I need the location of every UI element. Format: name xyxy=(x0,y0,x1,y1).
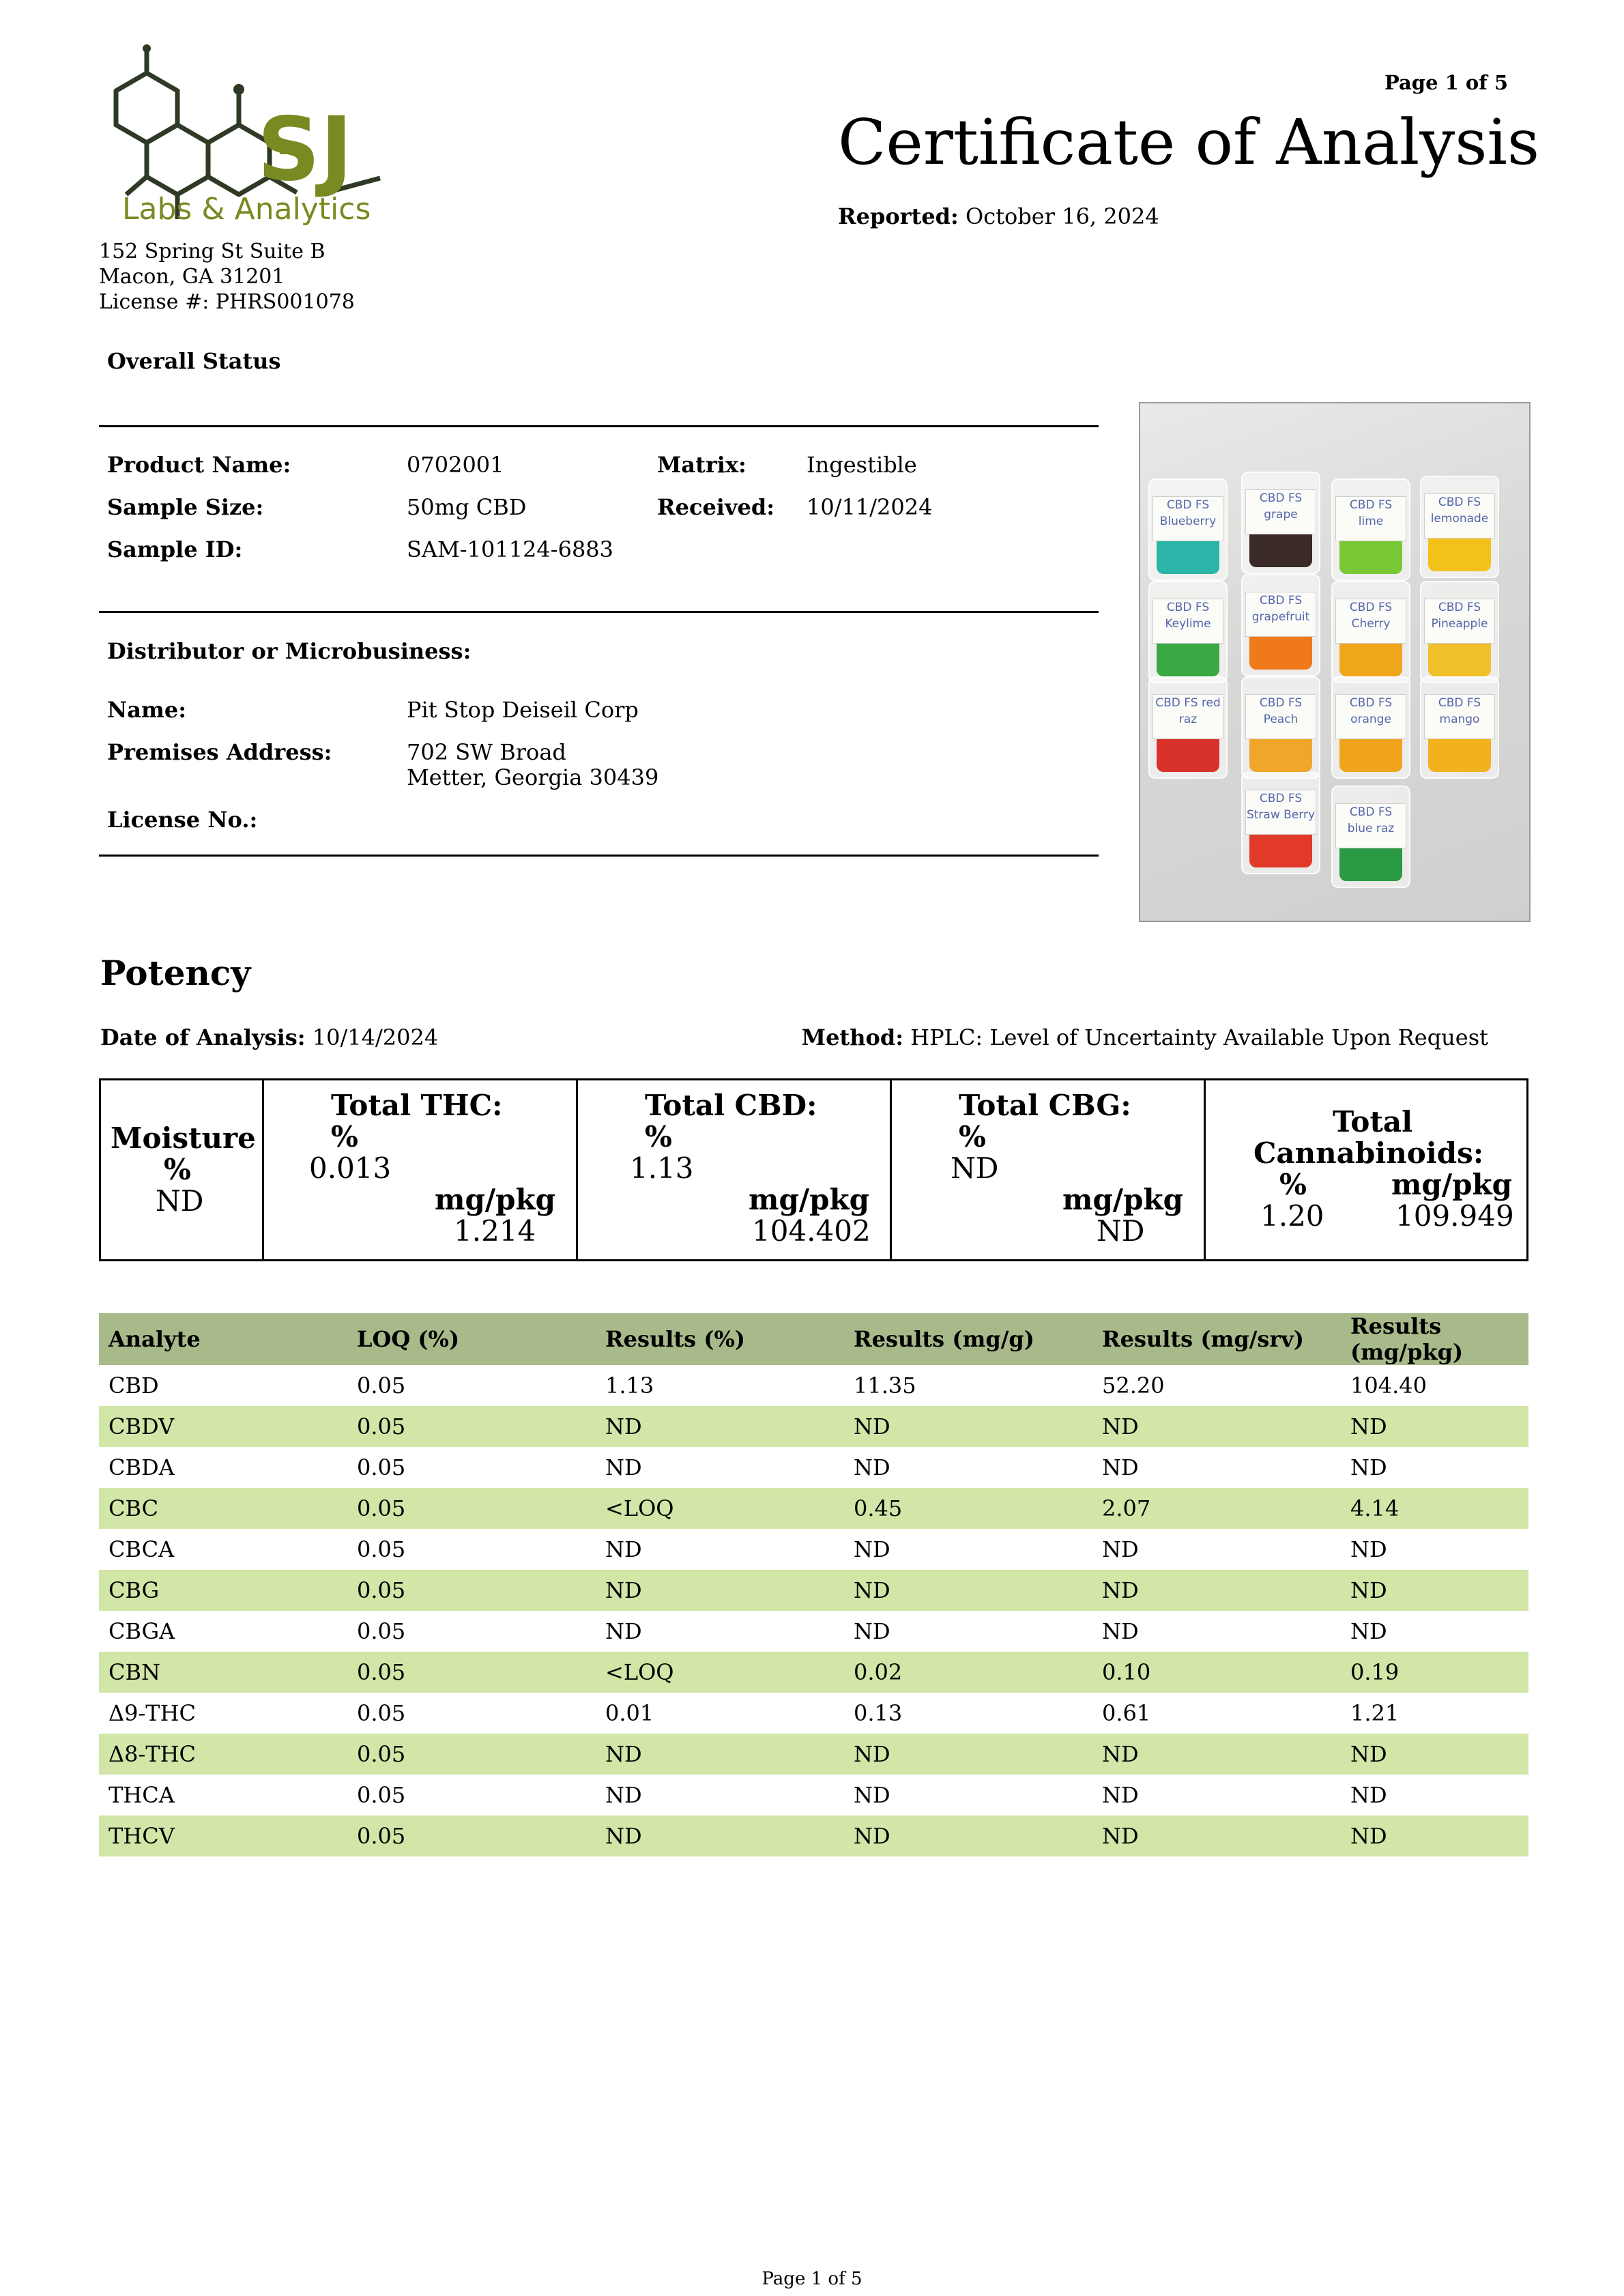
reported-label: Reported: xyxy=(838,203,959,229)
product-name-label: Product Name: xyxy=(107,452,291,478)
table-cell: 0.19 xyxy=(1341,1652,1528,1693)
method xyxy=(802,1024,1488,1050)
gummy-bag xyxy=(1331,676,1410,779)
table-cell: ND xyxy=(605,1536,642,1562)
divider xyxy=(99,855,1099,857)
total-cbg-pct-label: % xyxy=(959,1120,986,1153)
gummy-bag xyxy=(1148,581,1228,683)
handwritten-label: CBD FS orange xyxy=(1335,694,1406,739)
lab-logo xyxy=(99,44,392,225)
total-cbg-title: Total CBG: xyxy=(959,1089,1131,1122)
lab-address-line1: 152 Spring St Suite B xyxy=(99,240,325,263)
table-cell: 0.05 xyxy=(357,1782,406,1808)
gummy-bag xyxy=(1331,581,1410,683)
gummy-bag xyxy=(1420,476,1499,578)
table-cell: 0.05 xyxy=(347,1570,596,1611)
total-cbg-mg-label: mg/pkg xyxy=(1062,1183,1183,1216)
table-cell: ND xyxy=(854,1454,890,1480)
total-cbg-pct-value: ND xyxy=(951,1151,999,1185)
table-row xyxy=(99,1447,1528,1488)
table-cell: ND xyxy=(1092,1406,1341,1447)
page-number-footer: Page 1 of 5 xyxy=(762,2269,862,2289)
gummy-bag xyxy=(1241,472,1320,574)
column-header: Results (mg/pkg) xyxy=(1341,1313,1528,1365)
table-cell: 104.40 xyxy=(1350,1373,1427,1398)
column-header: Results (mg/g) xyxy=(844,1313,1092,1365)
table-cell: CBN xyxy=(99,1652,347,1693)
table-cell: Δ8-THC xyxy=(99,1734,347,1775)
table-cell: ND xyxy=(596,1816,844,1856)
gummy-bag xyxy=(1331,478,1410,581)
table-cell: ND xyxy=(1092,1816,1341,1856)
svg-text:SJ: SJ xyxy=(257,99,353,201)
total-cannabinoids-title1: Total xyxy=(1333,1105,1413,1138)
table-cell: 0.13 xyxy=(854,1700,903,1726)
total-thc-pct-value: 0.013 xyxy=(309,1151,392,1185)
total-cannabinoids-pct-label: % xyxy=(1279,1168,1307,1201)
table-cell: ND xyxy=(844,1406,1092,1447)
table-cell: ND xyxy=(605,1618,642,1644)
table-row xyxy=(99,1611,1528,1652)
handwritten-label: CBD FS grape xyxy=(1245,489,1316,534)
molecule-logo-icon xyxy=(99,44,392,225)
table-row xyxy=(99,1570,1528,1611)
gummy-bag xyxy=(1241,574,1320,676)
matrix-label: Matrix: xyxy=(657,452,746,478)
total-cannabinoids-title2: Cannabinoids: xyxy=(1253,1136,1484,1170)
method-label: Method: xyxy=(801,1024,903,1050)
table-cell: ND xyxy=(596,1570,844,1611)
column-header: LOQ (%) xyxy=(347,1313,596,1365)
table-cell: 4.14 xyxy=(1341,1488,1528,1529)
table-cell: ND xyxy=(1341,1734,1528,1775)
page-number-top: Page 1 of 5 xyxy=(1384,71,1508,94)
table-cell: 0.05 xyxy=(347,1406,596,1447)
total-cbd-mg-label: mg/pkg xyxy=(749,1183,869,1216)
column-header: Analyte xyxy=(99,1313,347,1365)
table-cell: 0.10 xyxy=(1092,1652,1341,1693)
table-row xyxy=(99,1406,1528,1447)
table-cell: ND xyxy=(844,1570,1092,1611)
table-cell: ND xyxy=(1341,1570,1528,1611)
table-cell: ND xyxy=(1092,1734,1341,1775)
table-cell: ND xyxy=(854,1782,890,1808)
moisture-title: Moisture xyxy=(111,1121,256,1155)
license-no-label: License No.: xyxy=(107,807,258,833)
total-thc-mg-label: mg/pkg xyxy=(435,1183,555,1216)
lab-address-line2: Macon, GA 31201 xyxy=(99,265,285,289)
total-thc-mg-value: 1.214 xyxy=(454,1214,536,1248)
handwritten-label: CBD FS grapefruit xyxy=(1245,592,1316,637)
handwritten-label: CBD FS Straw Berry xyxy=(1245,790,1316,835)
table-cell: 1.21 xyxy=(1350,1700,1400,1726)
table-header-row xyxy=(99,1313,1528,1365)
distributor-name-value: Pit Stop Deiseil Corp xyxy=(407,697,639,723)
document-title: Certificate of Analysis xyxy=(838,106,1540,179)
sample-size-value: 50mg CBD xyxy=(407,494,527,520)
total-cbd-title: Total CBD: xyxy=(645,1089,817,1122)
lab-license: License #: PHRS001078 xyxy=(99,290,355,314)
column-header: Results (mg/srv) xyxy=(1092,1313,1341,1365)
table-cell: ND xyxy=(1341,1406,1528,1447)
received-value: 10/11/2024 xyxy=(807,494,933,520)
method-value: HPLC: Level of Uncertainty Available Upon Request xyxy=(910,1024,1488,1050)
svg-text:Labs & Analytics: Labs & Analytics xyxy=(122,192,371,225)
premises-address-label: Premises Address: xyxy=(107,739,332,765)
handwritten-label: CBD FS red raz xyxy=(1152,694,1223,739)
table-cell: 0.05 xyxy=(347,1488,596,1529)
table-cell: 52.20 xyxy=(1102,1373,1165,1398)
table-cell: CBCA xyxy=(108,1536,175,1562)
date-of-analysis xyxy=(100,1024,438,1050)
total-thc-pct-label: % xyxy=(331,1120,358,1153)
table-row xyxy=(99,1775,1528,1816)
total-cbd-pct-label: % xyxy=(645,1120,672,1153)
table-cell: ND xyxy=(854,1618,890,1644)
table-cell: ND xyxy=(1102,1454,1139,1480)
table-cell: 0.05 xyxy=(347,1734,596,1775)
column-header: Results (%) xyxy=(596,1313,844,1365)
table-row xyxy=(99,1816,1528,1856)
table-cell: Δ9-THC xyxy=(108,1700,197,1726)
premises-address-line1: 702 SW Broad xyxy=(407,739,566,765)
table-cell: ND xyxy=(596,1734,844,1775)
table-cell: ND xyxy=(1350,1618,1387,1644)
divider xyxy=(99,611,1099,613)
received-label: Received: xyxy=(657,494,775,520)
handwritten-label: CBD FS lime xyxy=(1335,496,1406,541)
table-cell: ND xyxy=(1350,1536,1387,1562)
product-photo xyxy=(1139,402,1531,922)
table-cell: ND xyxy=(1092,1570,1341,1611)
potency-totals-box xyxy=(99,1078,1528,1261)
gummy-bag xyxy=(1331,786,1410,888)
table-cell: ND xyxy=(605,1782,642,1808)
table-cell: ND xyxy=(1350,1454,1387,1480)
table-cell: 0.61 xyxy=(1102,1700,1151,1726)
total-cannabinoids-cell xyxy=(1204,1080,1526,1259)
table-cell: 0.05 xyxy=(347,1652,596,1693)
handwritten-label: CBD FS Blueberry xyxy=(1152,496,1223,541)
table-row xyxy=(99,1488,1528,1529)
gummy-bag xyxy=(1420,581,1499,683)
gummy-bag xyxy=(1241,772,1320,874)
gummy-bag xyxy=(1420,676,1499,779)
handwritten-label: CBD FS Peach xyxy=(1245,694,1316,739)
table-cell: CBD xyxy=(108,1373,159,1398)
sample-id-value: SAM-101124-6883 xyxy=(407,536,614,562)
distributor-name-label: Name: xyxy=(107,697,187,723)
premises-address-line2: Metter, Georgia 30439 xyxy=(407,764,659,790)
moisture-pct-label: % xyxy=(164,1153,191,1186)
sample-size-label: Sample Size: xyxy=(107,494,264,520)
handwritten-label: CBD FS blue raz xyxy=(1335,803,1406,848)
gummy-bag xyxy=(1148,676,1228,779)
total-cannabinoids-pct-value: 1.20 xyxy=(1260,1199,1324,1233)
table-cell: CBC xyxy=(99,1488,347,1529)
date-of-analysis-label: Date of Analysis: xyxy=(100,1024,306,1050)
table-cell: 0.05 xyxy=(357,1536,406,1562)
table-cell: CBGA xyxy=(108,1618,175,1644)
product-name-value: 0702001 xyxy=(407,452,504,478)
handwritten-label: CBD FS Keylime xyxy=(1152,599,1223,644)
handwritten-label: CBD FS Cherry xyxy=(1335,599,1406,644)
table-cell: ND xyxy=(1350,1782,1387,1808)
table-row xyxy=(99,1529,1528,1570)
table-cell: ND xyxy=(844,1816,1092,1856)
handwritten-label: CBD FS Pineapple xyxy=(1424,599,1495,644)
table-cell: 0.05 xyxy=(357,1373,406,1398)
handwritten-label: CBD FS mango xyxy=(1424,694,1495,739)
table-row xyxy=(99,1652,1528,1693)
gummy-bag xyxy=(1241,676,1320,779)
total-thc-title: Total THC: xyxy=(331,1089,503,1122)
table-row xyxy=(99,1734,1528,1775)
overall-status-label: Overall Status xyxy=(107,348,281,374)
table-row xyxy=(99,1693,1528,1734)
table-cell: ND xyxy=(844,1734,1092,1775)
divider xyxy=(99,425,1099,427)
gummy-bag xyxy=(1148,478,1228,581)
table-cell: ND xyxy=(1102,1782,1139,1808)
total-thc-cell xyxy=(262,1080,576,1259)
table-cell: ND xyxy=(1102,1618,1139,1644)
total-cbd-mg-value: 104.402 xyxy=(752,1214,871,1248)
total-cbg-mg-value: ND xyxy=(1097,1214,1145,1248)
table-cell: ND xyxy=(854,1536,890,1562)
table-cell: CBDV xyxy=(99,1406,347,1447)
reported-date xyxy=(838,203,1159,229)
table-cell: <LOQ xyxy=(596,1652,844,1693)
table-cell: ND xyxy=(1102,1536,1139,1562)
table-cell: 1.13 xyxy=(605,1373,654,1398)
table-cell: <LOQ xyxy=(596,1488,844,1529)
total-cannabinoids-mg-value: 109.949 xyxy=(1395,1199,1514,1233)
table-cell: THCV xyxy=(99,1816,347,1856)
table-cell: 0.45 xyxy=(844,1488,1092,1529)
table-cell: 11.35 xyxy=(854,1373,916,1398)
table-cell: 0.02 xyxy=(844,1652,1092,1693)
table-cell: 0.05 xyxy=(347,1816,596,1856)
table-cell: 0.01 xyxy=(605,1700,654,1726)
reported-value: October 16, 2024 xyxy=(966,203,1159,229)
total-cbg-cell xyxy=(890,1080,1204,1259)
table-cell: 0.05 xyxy=(357,1454,406,1480)
table-cell: ND xyxy=(1341,1816,1528,1856)
handwritten-label: CBD FS lemonade xyxy=(1424,493,1495,539)
table-cell: CBDA xyxy=(108,1454,175,1480)
sample-id-label: Sample ID: xyxy=(107,536,243,562)
total-cbd-cell xyxy=(576,1080,890,1259)
table-cell: 2.07 xyxy=(1092,1488,1341,1529)
distributor-heading: Distributor or Microbusiness: xyxy=(107,638,472,664)
potency-heading: Potency xyxy=(100,953,251,993)
table-row xyxy=(99,1365,1528,1406)
table-cell: THCA xyxy=(108,1782,175,1808)
date-of-analysis-value: 10/14/2024 xyxy=(312,1024,439,1050)
table-cell: 0.05 xyxy=(357,1618,406,1644)
table-cell: ND xyxy=(596,1406,844,1447)
total-cannabinoids-mg-label: mg/pkg xyxy=(1391,1168,1512,1201)
matrix-value: Ingestible xyxy=(807,452,917,478)
table-cell: 0.05 xyxy=(357,1700,406,1726)
moisture-pct-value: ND xyxy=(156,1184,204,1218)
total-cbd-pct-value: 1.13 xyxy=(630,1151,694,1185)
cannabinoid-results-table xyxy=(99,1313,1528,1856)
table-cell: CBG xyxy=(99,1570,347,1611)
table-cell: ND xyxy=(605,1454,642,1480)
